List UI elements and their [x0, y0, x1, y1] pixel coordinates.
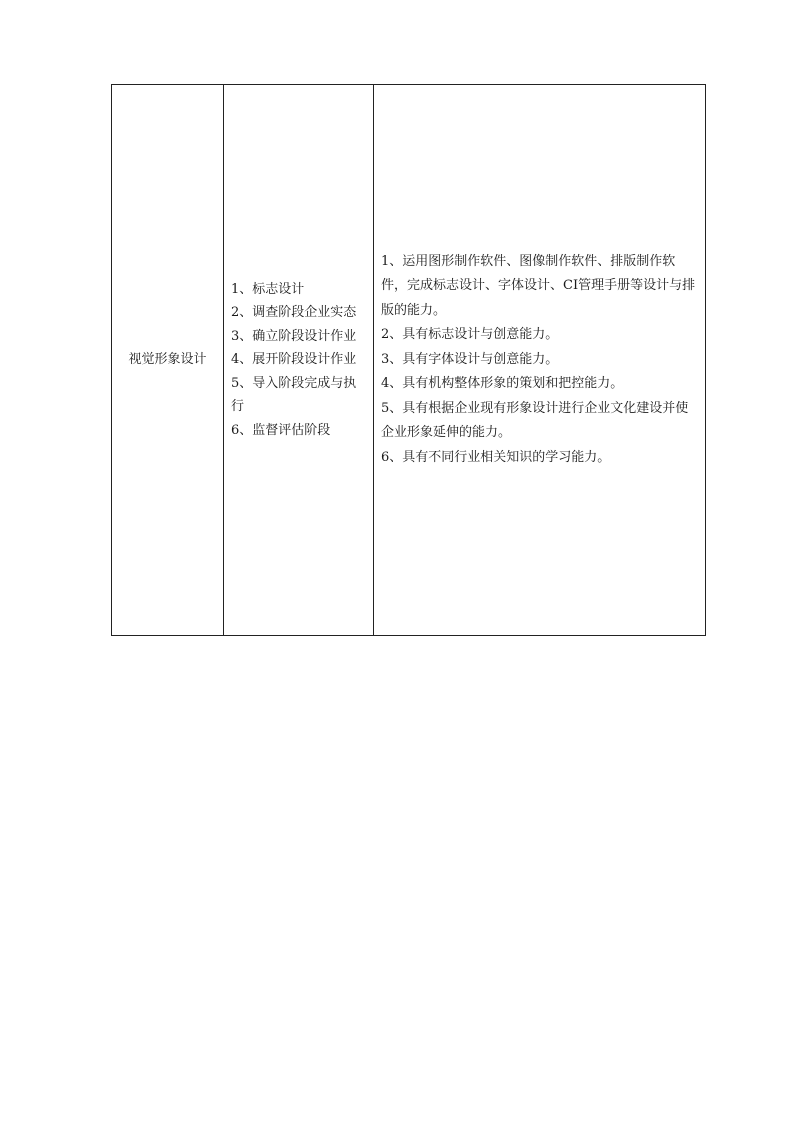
task-item: 2、调查阶段企业实态	[231, 305, 357, 321]
ability-item: 2、具有标志设计与创意能力。	[381, 327, 559, 343]
ability-item: 5、具有根据企业现有形象设计进行企业文化建设并使企业形象延伸的能力。	[381, 400, 689, 441]
task-item: 3、确立阶段设计作业	[231, 328, 357, 344]
ability-item: 4、具有机构整体形象的策划和把控能力。	[381, 376, 624, 392]
task-item: 5、导入阶段完成与执行	[231, 375, 357, 415]
ability-item: 3、具有字体设计与创意能力。	[381, 351, 559, 367]
tasks-cell	[224, 85, 374, 636]
task-item: 6、监督评估阶段	[231, 422, 331, 438]
course-name: 视觉形象设计	[128, 352, 207, 367]
abilities-cell	[374, 85, 706, 636]
abilities-list	[374, 250, 705, 471]
table-row	[112, 85, 706, 636]
tasks-list	[224, 278, 373, 443]
task-item: 4、展开阶段设计作业	[231, 352, 357, 368]
task-item: 1、标志设计	[231, 281, 305, 297]
ability-item: 1、运用图形制作软件、图像制作软件、排版制作软件，完成标志设计、字体设计、CI管理手册等设计与排版的能力。	[381, 253, 696, 318]
course-table	[111, 84, 706, 636]
course-name-cell	[112, 85, 224, 636]
ability-item: 6、具有不同行业相关知识的学习能力。	[381, 449, 611, 465]
